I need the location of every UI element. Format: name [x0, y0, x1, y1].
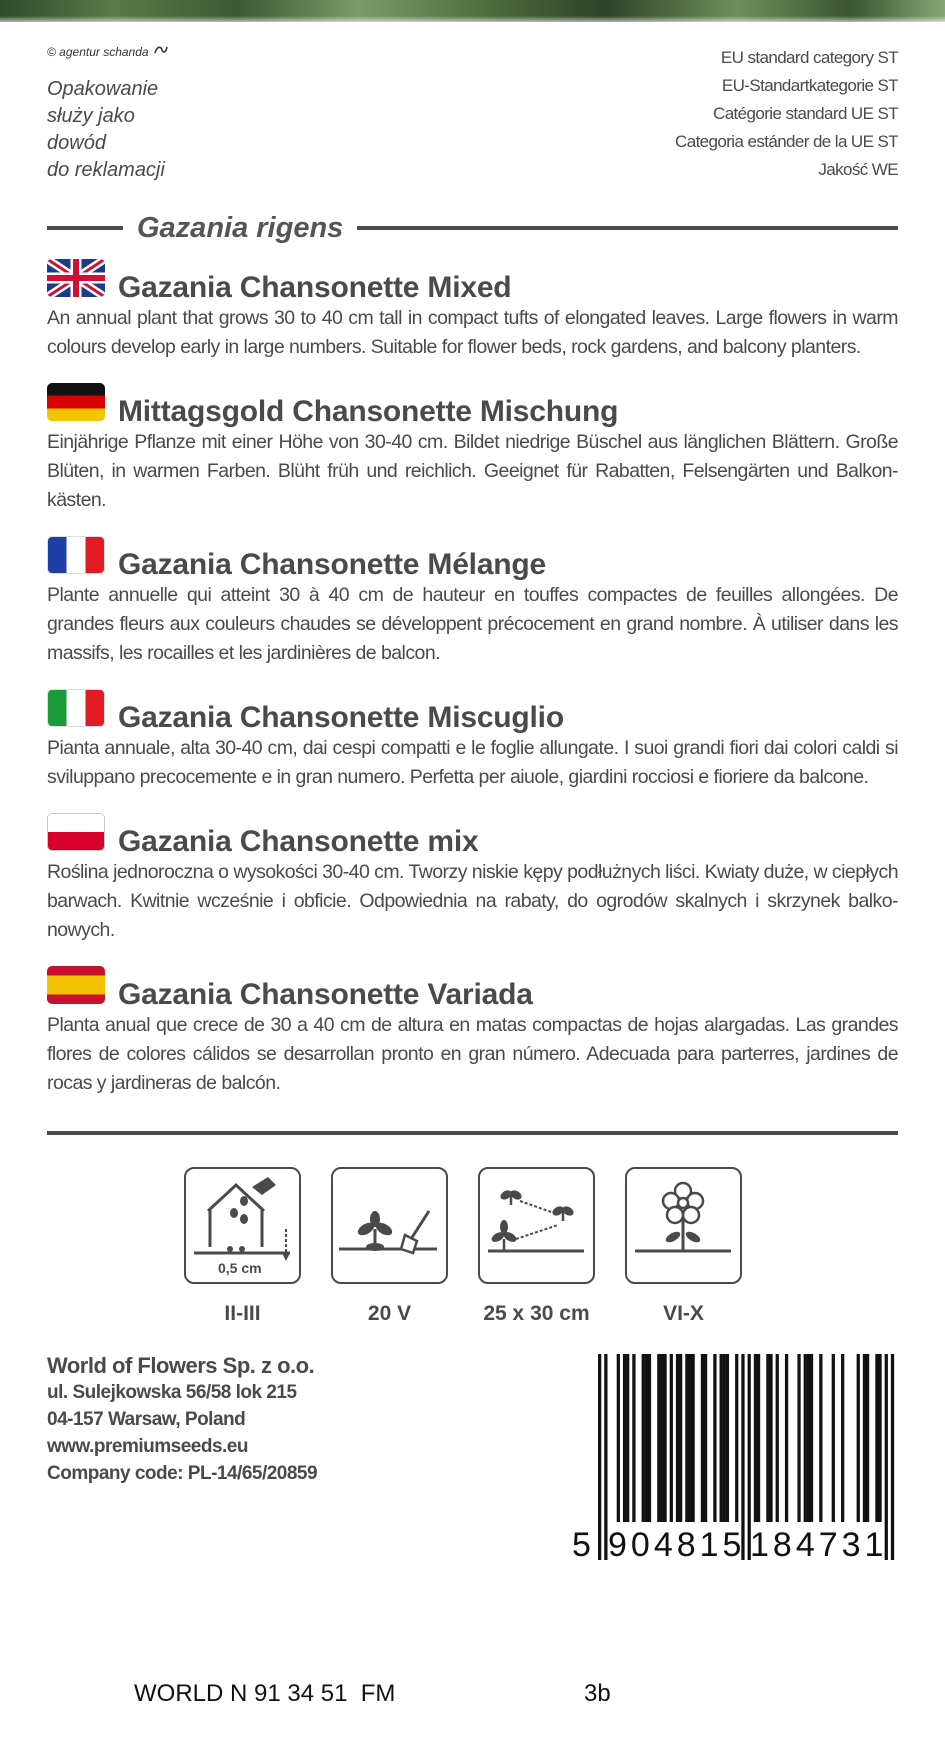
barcode-bar: [810, 1354, 813, 1522]
description-en: [47, 262, 898, 362]
barcode-bar: [776, 1354, 779, 1522]
barcode-left-group: 904815: [608, 1526, 746, 1562]
transplant-icon: [331, 1167, 448, 1284]
barcode-bar: [785, 1354, 788, 1522]
barcode-bar: [819, 1354, 822, 1522]
species-name: Gazania rigens: [137, 211, 344, 244]
barcode-bar: [804, 1354, 807, 1522]
barcode-bar: [797, 1354, 800, 1522]
print-code: WORLD N 91 34 51 FM: [134, 1680, 396, 1707]
complaint-note: [47, 76, 247, 184]
icon-indoor-sowing: [184, 1167, 301, 1326]
section-title: Gazania Chansonette Miscuglio: [118, 701, 564, 734]
agency-logo-icon: [153, 44, 169, 59]
barcode-bar: [663, 1354, 666, 1522]
section-body: Roślina jednoroczna o wysokości 30-40 cm. Tworzy niskie kępy podłużnych liści. Kwiaty duże, w ciepłych barwach. Kwitnie wcześnie i obficie. Odpowiednia na rabaty, do ogrodów skalnych i skrzynek balko-nowych.: [47, 861, 898, 941]
barcode-bar: [723, 1354, 726, 1522]
company-code: Company code: PL-14/65/20859: [47, 1463, 318, 1484]
icon-flowering: [625, 1167, 742, 1326]
barcode-bar: [720, 1354, 723, 1522]
sowing-depth-text: 0,5 cm: [218, 1260, 262, 1276]
barcode-bar: [863, 1354, 866, 1522]
barcode-bar: [726, 1354, 729, 1522]
flowering-icon: [625, 1167, 742, 1284]
description-de: [47, 386, 898, 515]
barcode-bar: [660, 1354, 663, 1522]
barcode-bar: [626, 1354, 629, 1522]
company-street: ul. Sulejkowska 56/58 lok 215: [47, 1382, 297, 1403]
copyright-text: © agentur schanda: [47, 44, 149, 59]
barcode-bar: [704, 1354, 707, 1522]
ean-barcode: [568, 1352, 899, 1562]
france-flag-icon: [47, 536, 105, 574]
barcode-bar: [713, 1354, 716, 1522]
barcode-bars: [568, 1352, 899, 1562]
barcode-bar: [857, 1354, 860, 1522]
description-it: [47, 692, 898, 792]
barcode-bar: [757, 1354, 760, 1522]
barcode-bar: [769, 1354, 772, 1522]
icon-label: 25 x 30 cm: [483, 1302, 590, 1325]
barcode-bar: [754, 1354, 757, 1522]
complaint-line: Opakowanie: [47, 78, 159, 100]
description-es: [47, 969, 898, 1098]
barcode-bar: [688, 1354, 691, 1522]
company-city: 04-157 Warsaw, Poland: [47, 1409, 246, 1430]
icon-label: 20 V: [367, 1302, 412, 1325]
complaint-line: dowód: [47, 132, 106, 154]
barcode-bar: [645, 1354, 648, 1522]
section-title: Gazania Chansonette Mélange: [118, 548, 547, 581]
icon-transplant: [331, 1167, 448, 1326]
company-info: [47, 1352, 317, 1487]
indoor-sowing-icon: [184, 1167, 301, 1284]
category-line: EU-Standartkategorie ST: [721, 76, 898, 95]
description-pl: [47, 816, 898, 945]
print-variant: 3b: [584, 1680, 611, 1707]
barcode-bar: [617, 1354, 620, 1522]
barcode-bar: [604, 1354, 607, 1560]
description-fr: [47, 539, 898, 668]
barcode-bar: [648, 1354, 651, 1522]
barcode-bar: [623, 1354, 626, 1522]
barcode-bar: [866, 1354, 869, 1522]
barcode-bar: [832, 1354, 835, 1522]
barcode-bar: [670, 1354, 673, 1522]
packet-photo-strip: [0, 0, 945, 22]
italy-flag-icon: [47, 689, 105, 727]
section-body: An annual plant that grows 30 to 40 cm tall in compact tufts of elongated leaves. Large flowers in warm colours develop early in large numbers. Suitable for flower beds, rock gardens, and balcony planters.: [47, 307, 898, 358]
divider: [47, 226, 123, 230]
barcode-bar: [632, 1354, 635, 1522]
barcode-bar: [878, 1354, 881, 1522]
barcode-bar: [598, 1354, 601, 1560]
category-line: Jakość WE: [818, 160, 898, 179]
category-line: EU standard category ST: [720, 48, 898, 67]
barcode-right-group: 184731: [750, 1526, 888, 1562]
section-body: Einjährige Pflanze mit einer Höhe von 30-40 cm. Bildet niedrige Büschel aus länglichen Blättern. Große Blüten, in warmen Farben. Blüht früh und reichlich. Geeignet für Rabatten, Felsengärten und Balkon-kästen.: [47, 431, 898, 511]
barcode-bar: [676, 1354, 679, 1522]
icon-label: II-III: [224, 1302, 261, 1325]
barcode-bar: [679, 1354, 682, 1522]
divider: [357, 226, 898, 230]
spacing-icon: [478, 1167, 595, 1284]
complaint-line: służy jako: [47, 105, 135, 127]
copyright-notice: [47, 44, 169, 59]
company-website: www.premiumseeds.eu: [47, 1436, 248, 1457]
category-line: Categoria estánder de la UE ST: [675, 132, 898, 151]
category-line: Catégorie standard UE ST: [713, 104, 898, 123]
barcode-bar: [685, 1354, 688, 1522]
spain-flag-icon: [47, 966, 105, 1004]
barcode-bar: [875, 1354, 878, 1522]
complaint-line: do reklamacji: [47, 159, 165, 181]
barcode-bar: [766, 1354, 769, 1522]
section-title: Mittagsgold Chansonette Mischung: [118, 395, 619, 428]
barcode-bar: [701, 1354, 704, 1522]
barcode-bar: [735, 1354, 738, 1522]
barcode-bar: [657, 1354, 660, 1522]
section-body: Planta anual que crece de 30 a 40 cm de altura en matas compactas de hojas alargadas. Las grandes flores de colores cálidos se desarrollan pronto en gran número. Adecuada para parterres, jardines de rocas y jardineras de balcón.: [47, 1014, 898, 1094]
section-title: Gazania Chansonette Variada: [118, 978, 533, 1011]
barcode-bar: [642, 1354, 645, 1522]
uk-flag-icon: [47, 259, 105, 297]
icon-label: VI-X: [663, 1302, 704, 1325]
barcode-bar: [841, 1354, 844, 1522]
sowing-icons: [184, 1167, 740, 1326]
section-body: Plante annuelle qui atteint 30 à 40 cm de hauteur en touffes compactes de feuilles allongées. De grandes fleurs aux couleurs chaudes se développent précocement en grand nombre. À utiliser dans les massifs, les rocailles et les jardinières de balcon.: [47, 584, 898, 664]
species-heading: [47, 208, 898, 248]
barcode-first-digit: 5: [572, 1526, 591, 1562]
germany-flag-icon: [47, 383, 105, 421]
poland-flag-icon: [47, 813, 105, 851]
section-title: Gazania Chansonette mix: [118, 825, 479, 858]
section-title: Gazania Chansonette Mixed: [118, 271, 512, 304]
barcode-bar: [807, 1354, 810, 1522]
company-name: World of Flowers Sp. z o.o.: [47, 1353, 315, 1378]
icon-spacing: [478, 1167, 595, 1326]
barcode-bar: [691, 1354, 694, 1522]
barcode-bar: [891, 1354, 894, 1560]
quality-categories: [675, 44, 898, 184]
section-body: Pianta annuale, alta 30-40 cm, dai cespi compatti e le foglie allungate. I suoi grandi fiori dai colori caldi si sviluppano precocemente e in gran numero. Perfetta per aiuole, giardini rocciosi e fioriere da balcone.: [47, 737, 898, 788]
divider: [47, 1131, 898, 1135]
